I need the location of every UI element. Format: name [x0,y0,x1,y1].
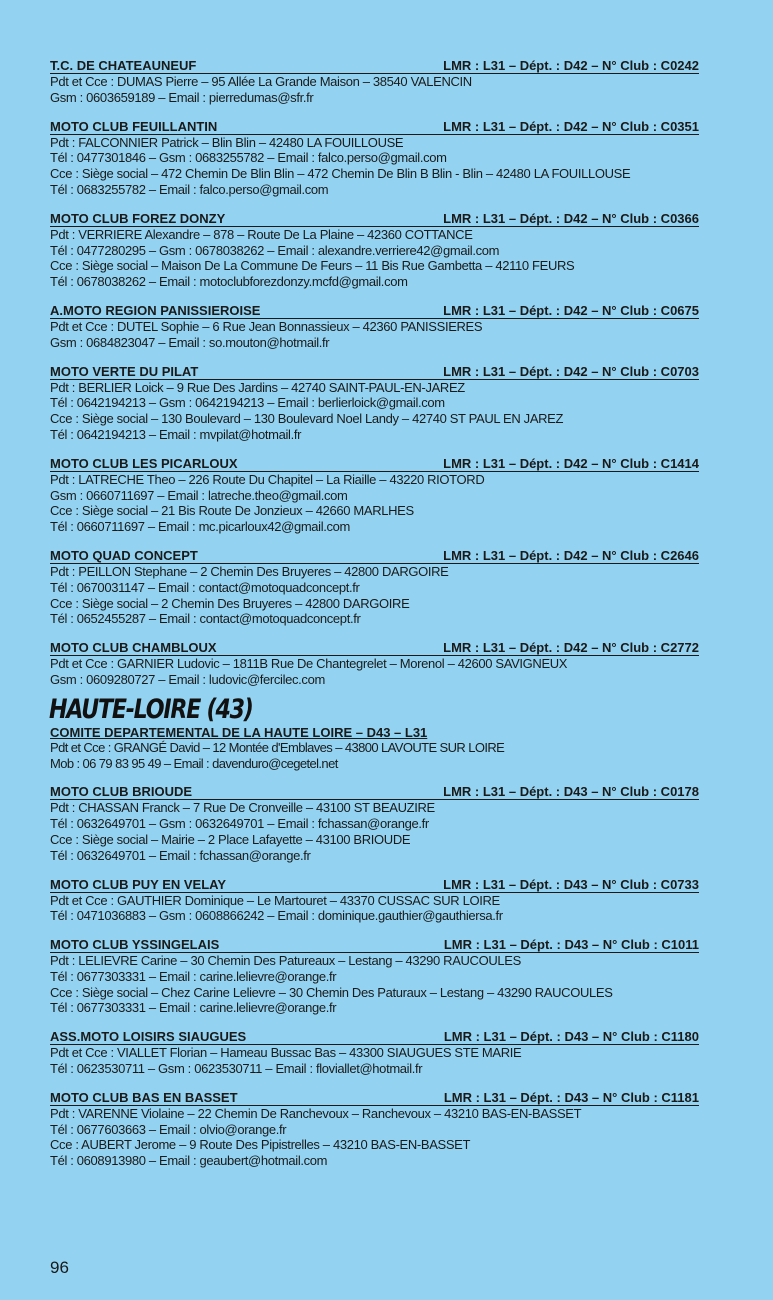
club-code: LMR : L31 – Dépt. : D42 – N° Club : C0703 [443,363,699,379]
region-section [50,695,699,772]
club-detail-line: Tél : 0642194213 – Gsm : 0642194213 – Email : berlierloick@gmail.com [50,395,445,411]
club-detail-line: Pdt : CHASSAN Franck – 7 Rue De Cronveille – 43100 ST BEAUZIRE [50,800,435,816]
club-detail-line: Pdt : VARENNE Violaine – 22 Chemin De Ranchevoux – Ranchevoux – 43210 BAS-EN-BASSET [50,1105,582,1121]
club-detail-line: Tél : 0632649701 – Email : fchassan@orange.fr [50,847,311,863]
comite-entry [50,725,699,772]
club-detail-line: Pdt et Cce : GARNIER Ludovic – 1811B Rue De Chantegrelet – Morenol – 42600 SAVIGNEUX [50,656,568,672]
club-detail-line: Tél : 0642194213 – Email : mvpilat@hotmail.fr [50,426,302,442]
club-code: LMR : L31 – Dépt. : D43 – N° Club : C1180 [443,1029,699,1045]
club-header [50,784,699,800]
club-detail-line: Cce : Siège social – Chez Carine Lelievre – 30 Chemin Des Paturaux – Lestang – 43290 RAUCOULES [50,984,613,1000]
club-header [50,58,699,74]
club-code: LMR : L31 – Dépt. : D42 – N° Club : C1414 [443,455,699,471]
club-header [50,1029,699,1045]
club-code: LMR : L31 – Dépt. : D43 – N° Club : C1011 [443,937,699,953]
club-detail-line: Gsm : 0609280727 – Email : ludovic@fercilec.com [50,671,325,687]
club-name: MOTO CLUB CHAMBLOUX [50,640,217,656]
club-detail-line: Tél : 0632649701 – Gsm : 0632649701 – Email : fchassan@orange.fr [50,816,429,832]
club-detail-line: Tél : 0660711697 – Email : mc.picarloux42@gmail.com [50,519,351,535]
club-detail-line: Tél : 0608913980 – Email : geaubert@hotmail.com [50,1153,328,1169]
club-list-loire [50,58,699,688]
club-detail-line: Cce : Siège social – 472 Chemin De Blin Blin – 472 Chemin De Blin B Blin - Blin – 42480 LA FOUILLOUSE [50,166,631,182]
club-detail-line: Cce : Siège social – Maison De La Commune De Feurs – 11 Bis Rue Gambetta – 42110 FEURS [50,258,575,274]
club-entry [50,364,699,443]
club-header [50,1090,699,1106]
club-entry [50,640,699,688]
club-detail-line: Cce : Siège social – 130 Boulevard – 130 Boulevard Noel Landy – 42740 ST PAUL EN JAREZ [50,411,564,427]
club-detail-line: Tél : 0623530711 – Gsm : 0623530711 – Email : floviallet@hotmail.fr [50,1061,423,1077]
club-detail-line: Tél : 0670031147 – Email : contact@motoquadconcept.fr [50,579,360,595]
club-list-haute-loire [50,784,699,1169]
page-number: 96 [50,1258,69,1277]
club-detail-line: Tél : 0677303331 – Email : carine.lelievre@orange.fr [50,1000,337,1016]
region-title: HAUTE-LOIRE (43) [49,693,253,725]
club-header [50,211,699,227]
club-name: MOTO CLUB YSSINGELAIS [50,937,220,953]
club-name: MOTO CLUB BAS EN BASSET [50,1089,238,1105]
club-name: MOTO QUAD CONCEPT [50,547,198,563]
club-header [50,119,699,135]
club-header [50,456,699,472]
club-detail-line: Pdt : LELIEVRE Carine – 30 Chemin Des Patureaux – Lestang – 43290 RAUCOULES [50,953,521,969]
club-detail-line: Tél : 0683255782 – Email : falco.perso@gmail.com [50,181,329,197]
club-header [50,303,699,319]
club-entry [50,119,699,198]
club-entry [50,937,699,1016]
club-detail-line: Pdt : FALCONNIER Patrick – Blin Blin – 42480 LA FOUILLOUSE [50,134,404,150]
club-code: LMR : L31 – Dépt. : D43 – N° Club : C0178 [443,784,699,800]
club-detail-line: Gsm : 0684823047 – Email : so.mouton@hotmail.fr [50,334,330,350]
club-code: LMR : L31 – Dépt. : D43 – N° Club : C0733 [443,876,699,892]
club-detail-line: Pdt et Cce : DUTEL Sophie – 6 Rue Jean Bonnassieux – 42360 PANISSIERES [50,318,483,334]
club-name: A.MOTO REGION PANISSIEROISE [50,302,261,318]
club-detail-line: Cce : Siège social – 2 Chemin Des Bruyeres – 42800 DARGOIRE [50,595,410,611]
club-entry [50,877,699,925]
club-detail-line: Gsm : 0603659189 – Email : pierredumas@sfr.fr [50,89,314,105]
club-detail-line: Tél : 0477280295 – Gsm : 0678038262 – Email : alexandre.verriere42@gmail.com [50,242,500,258]
club-name: MOTO CLUB FEUILLANTIN [50,118,218,134]
club-entry [50,303,699,351]
club-code: LMR : L31 – Dépt. : D42 – N° Club : C0242 [443,58,699,73]
club-entry [50,784,699,863]
club-detail-line: Cce : Siège social – 21 Bis Route De Jonzieux – 42660 MARLHES [50,503,414,519]
club-entry [50,211,699,290]
club-detail-line: Pdt : VERRIERE Alexandre – 878 – Route De La Plaine – 42360 COTTANCE [50,226,473,242]
club-header [50,877,699,893]
club-detail-line: Pdt et Cce : DUMAS Pierre – 95 Allée La Grande Maison – 38540 VALENCIN [50,74,472,89]
club-detail-line: Pdt : LATRECHE Theo – 226 Route Du Chapitel – La Riaille – 43220 RIOTORD [50,471,485,487]
club-detail-line: Tél : 0678038262 – Email : motoclubforezdonzy.mcfd@gmail.com [50,274,408,290]
club-header [50,548,699,564]
comite-line: Pdt et Cce : GRANGÉ David – 12 Montée d'Emblaves – 43800 LAVOUTE SUR LOIRE [50,739,505,755]
club-detail-line: Tél : 0652455287 – Email : contact@motoquadconcept.fr [50,611,361,627]
club-name: MOTO VERTE DU PILAT [50,363,199,379]
club-detail-line: Cce : AUBERT Jerome – 9 Route Des Pipistrelles – 43210 BAS-EN-BASSET [50,1137,471,1153]
club-detail-line: Gsm : 0660711697 – Email : latreche.theo@gmail.com [50,487,348,503]
club-code: LMR : L31 – Dépt. : D42 – N° Club : C2772 [443,640,699,656]
club-detail-line: Tél : 0471036883 – Gsm : 0608866242 – Email : dominique.gauthier@gauthiersa.fr [50,908,503,924]
club-entry [50,456,699,535]
club-code: LMR : L31 – Dépt. : D42 – N° Club : C0675 [443,302,699,318]
club-code: LMR : L31 – Dépt. : D42 – N° Club : C0351 [443,118,699,134]
club-name: MOTO CLUB FOREZ DONZY [50,210,226,226]
club-detail-line: Cce : Siège social – Mairie – 2 Place Lafayette – 43100 BRIOUDE [50,831,411,847]
club-name: T.C. DE CHATEAUNEUF [50,58,197,73]
club-name: ASS.MOTO LOISIRS SIAUGUES [50,1029,247,1045]
club-entry [50,1029,699,1077]
comite-name: COMITE DEPARTEMENTAL DE LA HAUTE LOIRE – D43 – L31 [50,724,428,740]
club-detail-line: Pdt : PEILLON Stephane – 2 Chemin Des Bruyeres – 42800 DARGOIRE [50,563,449,579]
club-detail-line: Tél : 0677603663 – Email : olvio@orange.fr [50,1121,287,1137]
club-name: MOTO CLUB BRIOUDE [50,784,193,800]
club-detail-line: Pdt et Cce : GAUTHIER Dominique – Le Martouret – 43370 CUSSAC SUR LOIRE [50,892,500,908]
club-code: LMR : L31 – Dépt. : D43 – N° Club : C1181 [443,1089,699,1105]
club-detail-line: Tél : 0677303331 – Email : carine.lelievre@orange.fr [50,968,337,984]
club-detail-line: Tél : 0477301846 – Gsm : 0683255782 – Email : falco.perso@gmail.com [50,150,447,166]
club-name: MOTO CLUB LES PICARLOUX [50,455,238,471]
club-detail-line: Pdt : BERLIER Loick – 9 Rue Des Jardins – 42740 SAINT-PAUL-EN-JAREZ [50,379,465,395]
club-entry [50,1090,699,1169]
club-detail-line: Pdt et Cce : VIALLET Florian – Hameau Bussac Bas – 43300 SIAUGUES STE MARIE [50,1045,522,1061]
club-entry [50,548,699,627]
comite-line: Mob : 06 79 83 95 49 – Email : davenduro@cegetel.net [50,755,338,771]
club-name: MOTO CLUB PUY EN VELAY [50,876,227,892]
club-header [50,937,699,953]
club-header [50,364,699,380]
club-code: LMR : L31 – Dépt. : D42 – N° Club : C0366 [443,210,699,226]
club-header [50,640,699,656]
club-code: LMR : L31 – Dépt. : D42 – N° Club : C2646 [443,547,699,563]
club-entry [50,58,699,106]
